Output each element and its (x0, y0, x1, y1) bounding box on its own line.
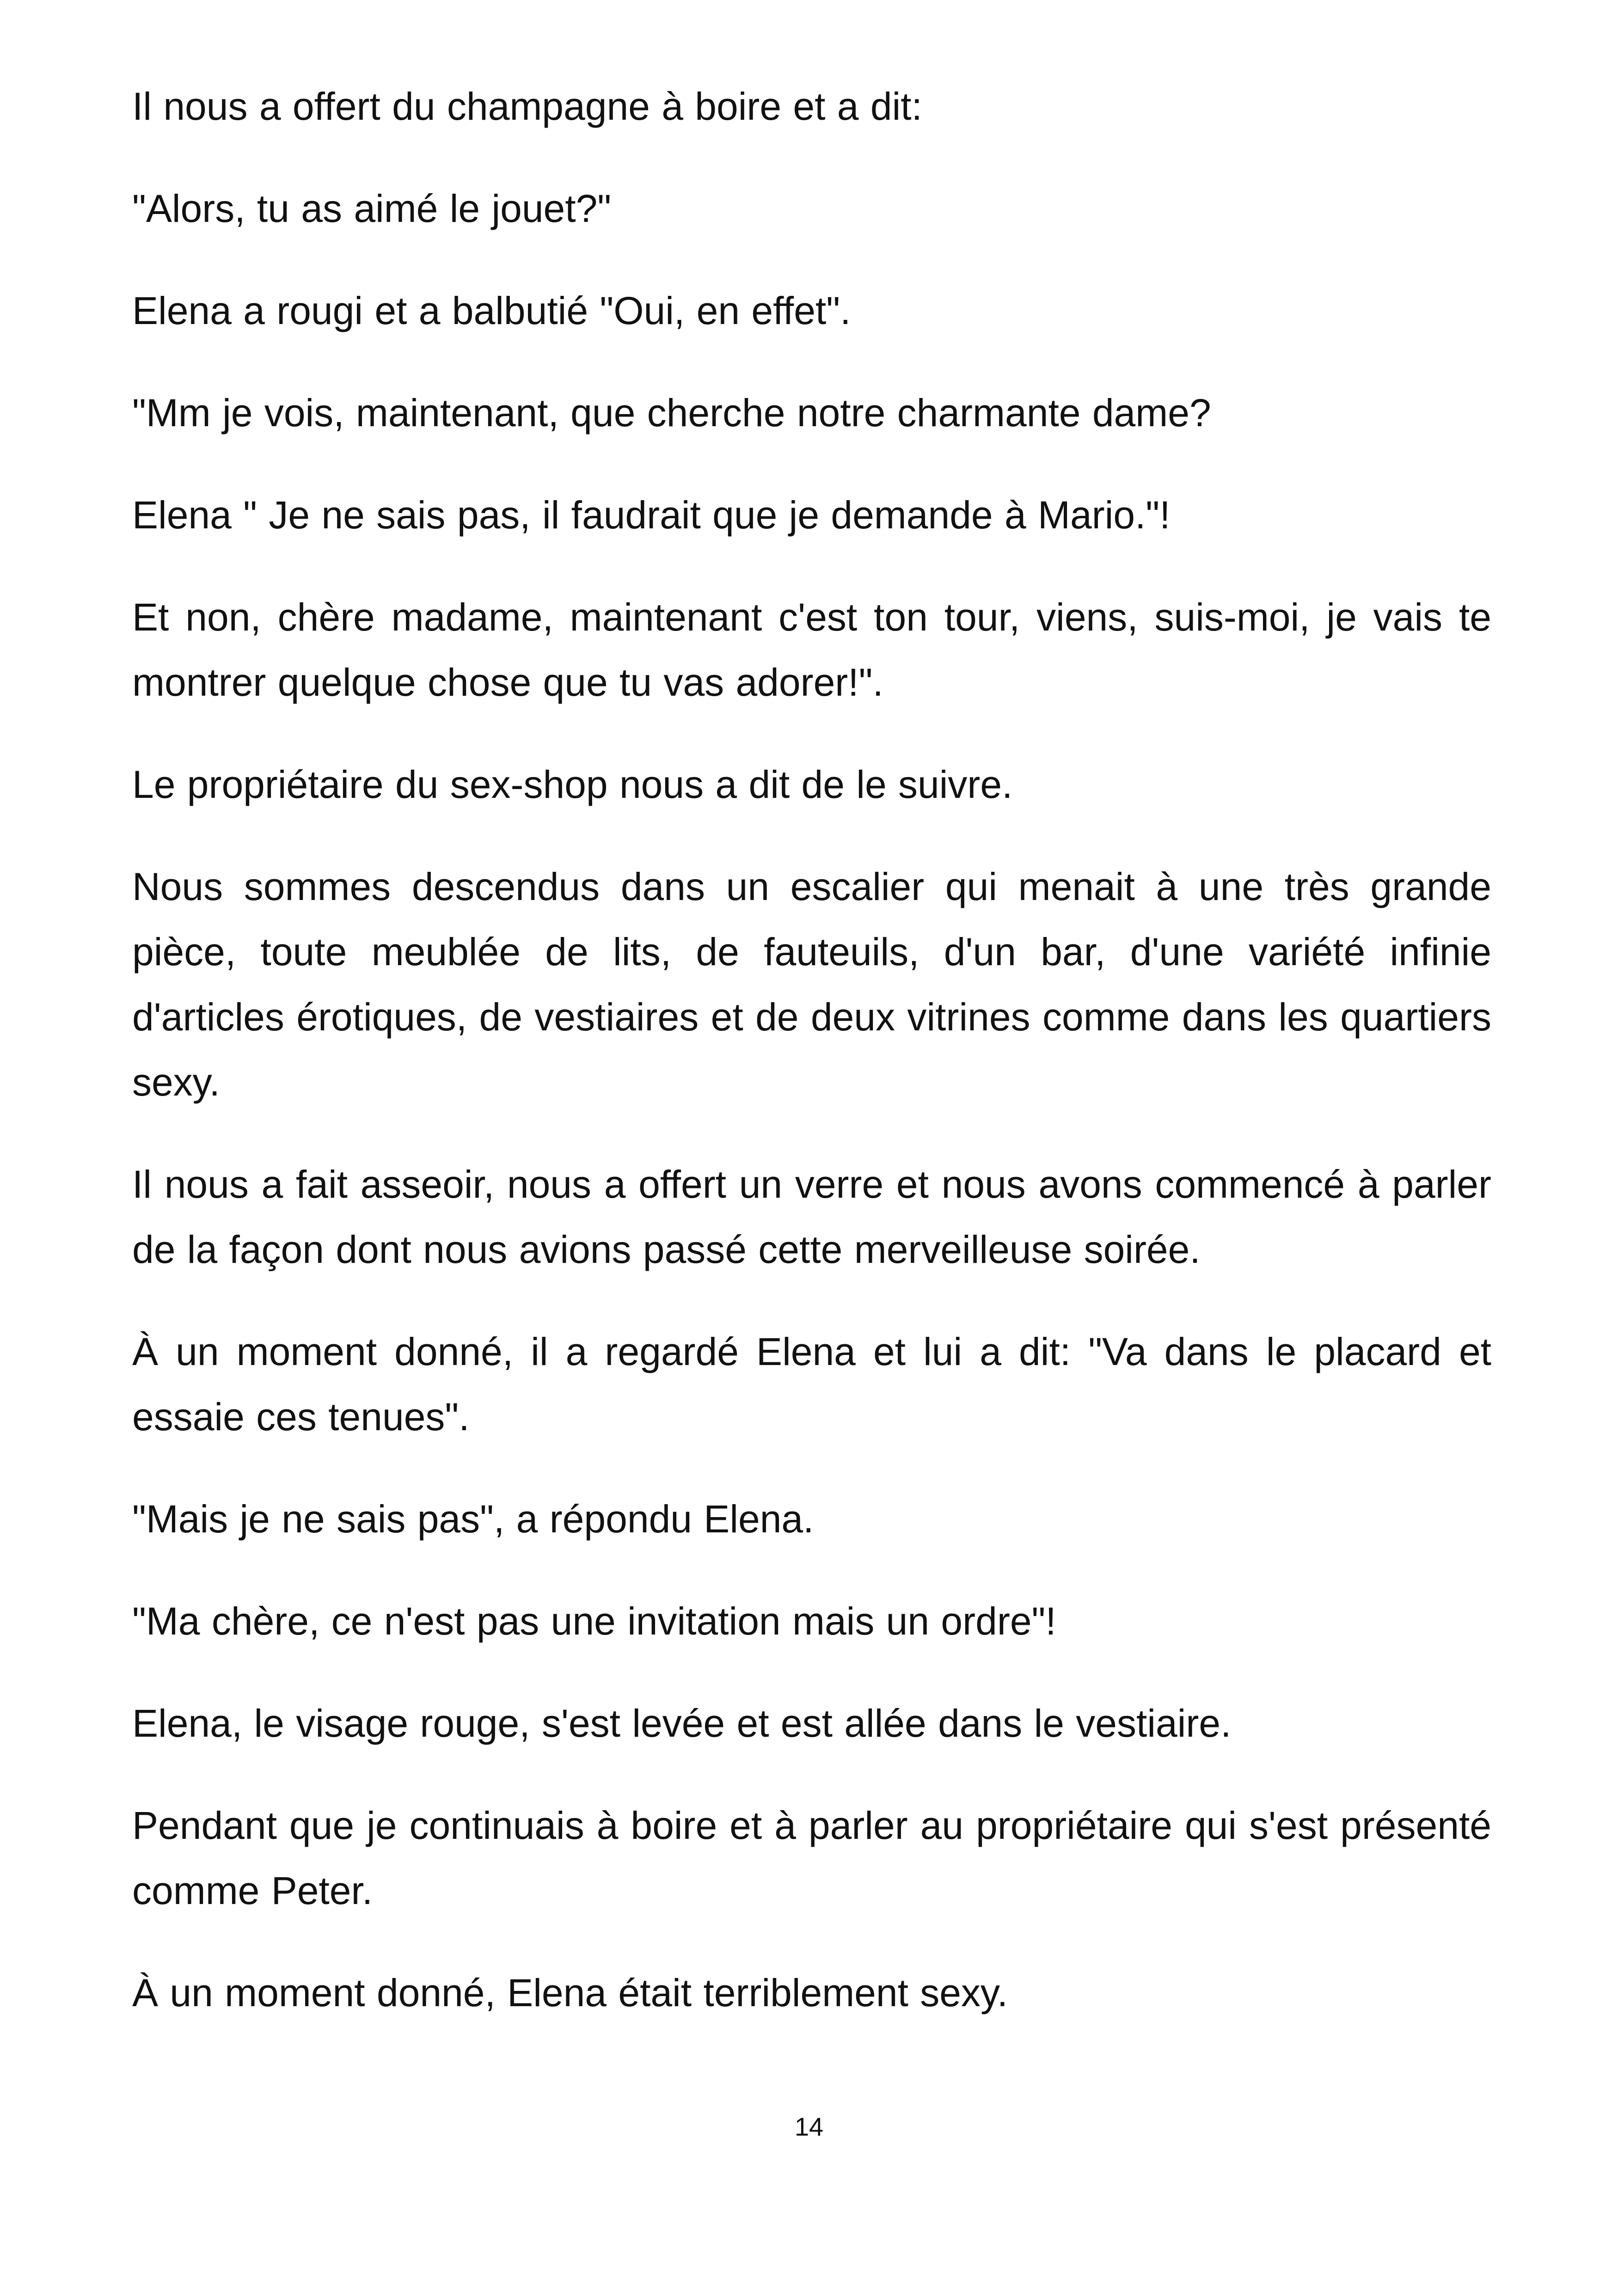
paragraph: Le propriétaire du sex-shop nous a dit de le suivre. (132, 763, 1013, 806)
paragraph: "Mais je ne sais pas", a répondu Elena. (132, 1497, 814, 1541)
paragraph: Elena " Je ne sais pas, il faudrait que je demande à Mario."! (132, 493, 1171, 537)
paragraph: Nous sommes descendus dans un escalier qui menait à une très grande pièce, toute meublée de lits, de fauteuils, d'un bar, d'une variété infinie d'articles érotiques, de vestiaires et de deux vitrines comme dans les quartiers sexy. (132, 865, 1491, 1104)
paragraph: "Alors, tu as aimé le jouet?" (132, 187, 612, 230)
paragraph: Il nous a fait asseoir, nous a offert un verre et nous avons commencé à parler de la façon dont nous avions passé cette merveilleuse soirée. (132, 1163, 1491, 1271)
paragraph: Elena a rougi et a balbutié "Oui, en effet". (132, 289, 851, 332)
paragraph: À un moment donné, Elena était terriblement sexy. (132, 1971, 1008, 2014)
paragraph: Pendant que je continuais à boire et à parler au propriétaire qui s'est présenté comme Peter. (132, 1804, 1491, 1912)
document-body (132, 74, 1491, 2063)
paragraph: "Mm je vois, maintenant, que cherche notre charmante dame? (132, 391, 1211, 435)
paragraph: Elena, le visage rouge, s'est levée et est allée dans le vestiaire. (132, 1702, 1232, 1745)
page-number: 14 (794, 2112, 824, 2141)
paragraph: "Ma chère, ce n'est pas une invitation mais un ordre"! (132, 1599, 1056, 1643)
paragraph: À un moment donné, il a regardé Elena et lui a dit: "Va dans le placard et essaie ces tenues". (132, 1330, 1491, 1439)
paragraph: Il nous a offert du champagne à boire et a dit: (132, 85, 922, 128)
paragraph: Et non, chère madame, maintenant c'est ton tour, viens, suis-moi, je vais te montrer quelque chose que tu vas adorer!". (132, 595, 1491, 704)
